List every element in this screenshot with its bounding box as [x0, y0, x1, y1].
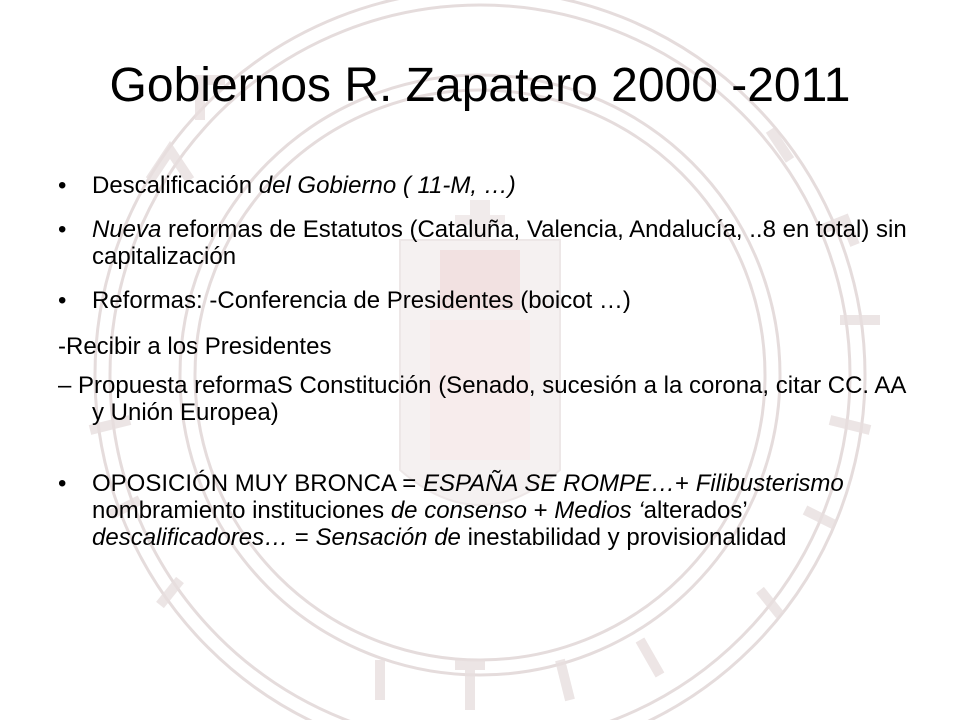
text-run: reformas de Estatutos (Cataluña, Valencia, Andalucía, ..8 en total) sin capitalización	[92, 216, 907, 270]
slide-body	[58, 172, 908, 568]
text-run-italic: descalificadores…	[92, 524, 289, 551]
text-run: alterados’	[643, 497, 747, 524]
bullet-item	[58, 172, 908, 199]
bullet-icon: •	[58, 287, 67, 314]
text-run: nombramiento instituciones	[92, 497, 391, 524]
bullet-icon: •	[58, 172, 67, 199]
text-run: inestabilidad y provisionalidad	[460, 524, 787, 551]
plain-line	[58, 333, 908, 360]
bullet-icon: •	[58, 216, 67, 243]
text-run: OPOSICIÓN MUY BRONCA =	[92, 470, 423, 497]
text-run: – Propuesta reformaS Constitución (Senado, sucesión a la corona, citar CC. AA y Unión Europea)	[58, 372, 906, 426]
text-run-italic: Medios ‘	[554, 497, 644, 524]
text-run-italic: del Gobierno ( 11-M, …)	[258, 172, 516, 199]
bullet-item	[58, 470, 908, 551]
bullet-item	[58, 216, 908, 270]
text-run-italic: ESPAÑA SE ROMPE…	[422, 470, 676, 497]
dash-line	[58, 372, 908, 426]
slide-title: Gobiernos R. Zapatero 2000 -2011	[109, 59, 851, 112]
bullet-item	[58, 287, 908, 314]
bullet-icon: •	[58, 470, 67, 497]
text-run-italic: Filibusterismo	[695, 470, 844, 497]
text-run-italic: de consenso	[390, 497, 527, 524]
text-run-italic: Sensación de	[315, 524, 461, 551]
text-run: +	[675, 470, 696, 497]
text-run: -Recibir a los Presidentes	[58, 333, 332, 360]
text-run: Descalificación	[92, 172, 259, 199]
text-run: +	[526, 497, 555, 524]
text-run-italic: Nueva	[92, 216, 162, 243]
text-run: Reformas: -Conferencia de Presidentes (boicot …)	[92, 287, 631, 314]
text-run: =	[288, 524, 316, 551]
